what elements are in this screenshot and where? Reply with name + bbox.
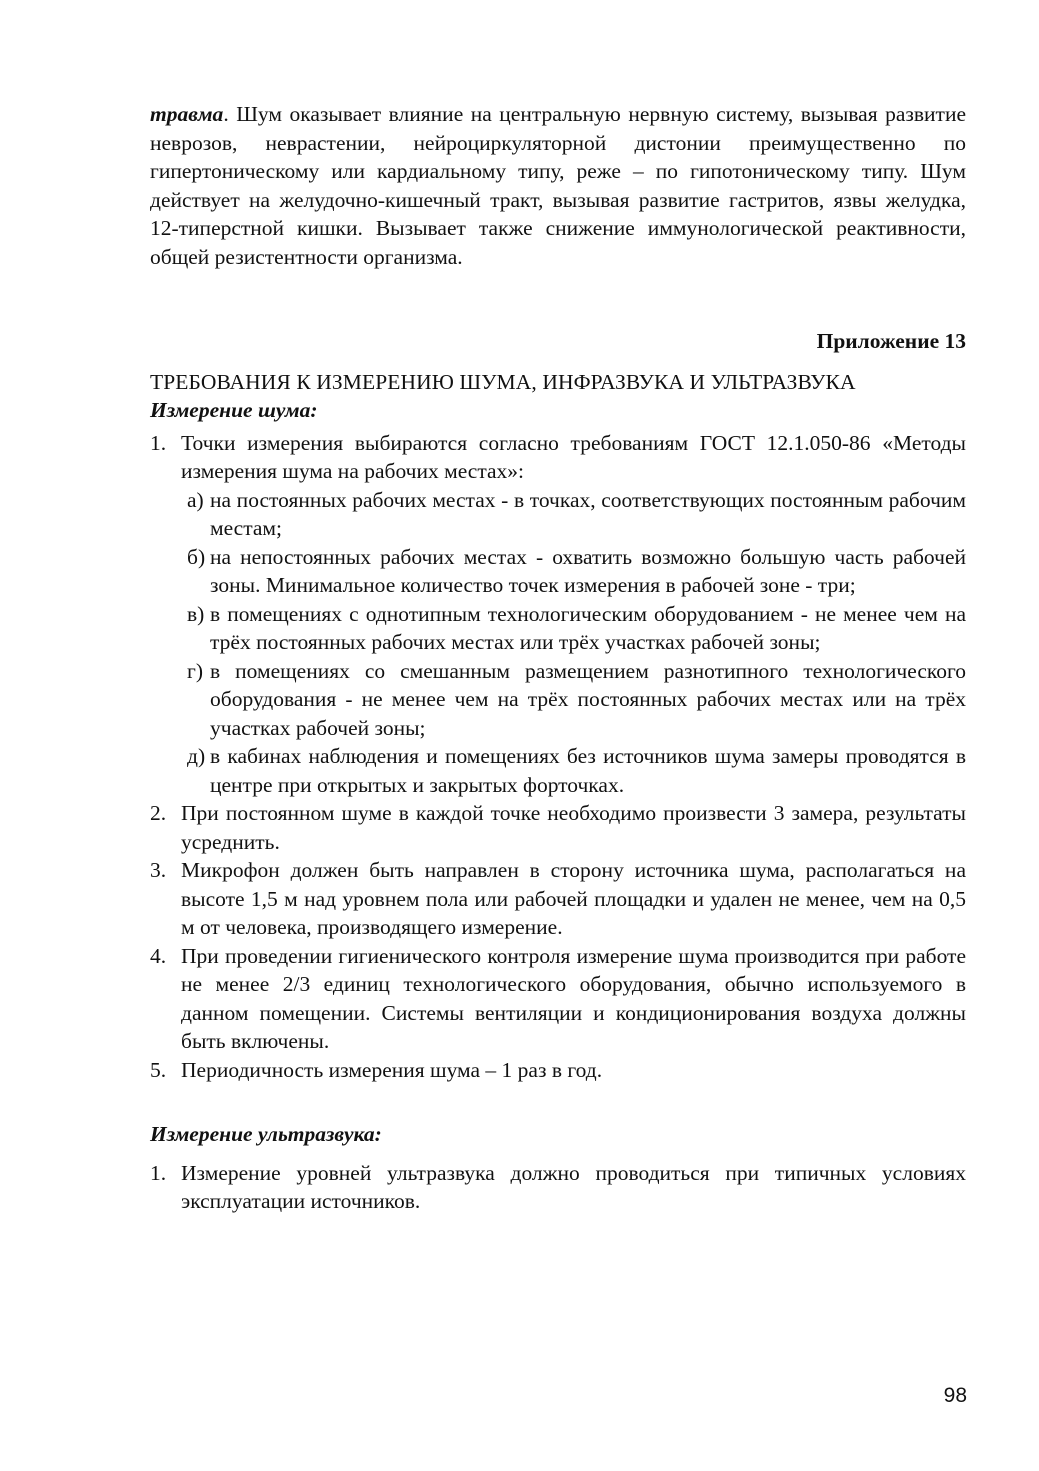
sublist-item — [150, 543, 966, 600]
intro-text: . Шум оказывает влияние на центральную нервную систему, вызывая развитие неврозов, неврастении, нейроциркуляторной дистонии преимущественно по гипертоническому или кардиальному типу, реже – по гипотоническому типу. Шум действует на желудочно-кишечный тракт, вызывая развитие гастритов, язвы желудка, 12-типерстной кишки. Вызывает также снижение иммунологической реактивности, общей резистентности организма. — [150, 102, 966, 269]
sublist-text: в кабинах наблюдения и помещениях без источников шума замеры проводятся в центре при открытых и закрытых форточках. — [210, 744, 966, 797]
ultrasound-list — [150, 1159, 966, 1216]
list-number: 3. — [150, 858, 167, 882]
sublist-item — [150, 486, 966, 543]
list-item-text: Микрофон должен быть направлен в сторону источника шума, располагаться на высоте 1,5 м над уровнем пола или рабочей площадки и удален не менее, чем на 0,5 м от человека, производящего измерение. — [181, 858, 966, 939]
sublist-letter: а) — [187, 487, 204, 512]
noise-subheading: Измерение шума: — [150, 398, 318, 422]
list-item — [150, 429, 966, 800]
sublist-text: на непостоянных рабочих местах - охватить возможно большую часть рабочей зоны. Минимальное количество точек измерения в рабочей зоне - три; — [210, 544, 966, 597]
sublist-letter: г) — [187, 658, 203, 683]
document-page — [150, 100, 966, 1216]
list-item — [150, 1159, 966, 1216]
sublist-item — [150, 600, 966, 657]
list-item — [150, 942, 966, 1056]
list-item-text: Точки измерения выбираются согласно требованиям ГОСТ 12.1.050-86 «Методы измерения шума на рабочих местах»: — [181, 430, 966, 483]
list-number: 2. — [150, 801, 167, 825]
noise-list — [150, 429, 966, 1085]
list-item-text: Периодичность измерения шума – 1 раз в год. — [181, 1057, 603, 1082]
list-item-text: При постоянном шуме в каждой точке необходимо произвести 3 замера, результаты усреднить. — [181, 801, 966, 854]
sublist-item — [150, 742, 966, 799]
sublist-letter: в) — [187, 601, 205, 626]
list-number: 5. — [150, 1057, 167, 1082]
list-item — [150, 799, 966, 856]
sublist-item — [150, 657, 966, 743]
list-item — [150, 1056, 966, 1085]
sublist-letter: д) — [187, 744, 206, 768]
sublist-text: в помещениях с однотипным технологическим оборудованием - не менее чем на трёх постоянных рабочих местах или трёх участках рабочей зоны; — [210, 601, 966, 654]
page-number: 98 — [943, 1384, 967, 1407]
intro-paragraph — [150, 100, 966, 271]
sublist-text: в помещениях со смешанным размещением разнотипного технологического оборудования - не менее чем на трёх постоянных рабочих местах или на трёх участках рабочей зоны; — [210, 658, 966, 740]
list-item-text: Измерение уровней ультразвука должно проводиться при типичных условиях эксплуатации источников. — [181, 1160, 966, 1213]
sublist — [181, 486, 966, 800]
list-number: 4. — [150, 943, 167, 968]
sublist-letter: б) — [187, 544, 206, 569]
list-number: 1. — [150, 430, 167, 455]
sublist-text: на постоянных рабочих местах - в точках, соответствующих постоянным рабочим местам; — [210, 487, 966, 540]
list-item — [150, 856, 966, 942]
list-number: 1. — [150, 1160, 167, 1185]
ultrasound-subheading: Измерение ультразвука: — [150, 1122, 382, 1146]
intro-lead-word: травма — [150, 102, 224, 126]
list-item-text: При проведении гигиенического контроля измерение шума производится при работе не менее 2/3 единиц технологического оборудования, обычно используемого в данном помещении. Системы вентиляции и кондиционирования воздуха должны быть включены. — [181, 943, 966, 1053]
section-heading: ТРЕБОВАНИЯ К ИЗМЕРЕНИЮ ШУМА, ИНФРАЗВУКА И УЛЬТРАЗВУКА — [150, 369, 856, 394]
appendix-label: Приложение 13 — [816, 329, 966, 353]
